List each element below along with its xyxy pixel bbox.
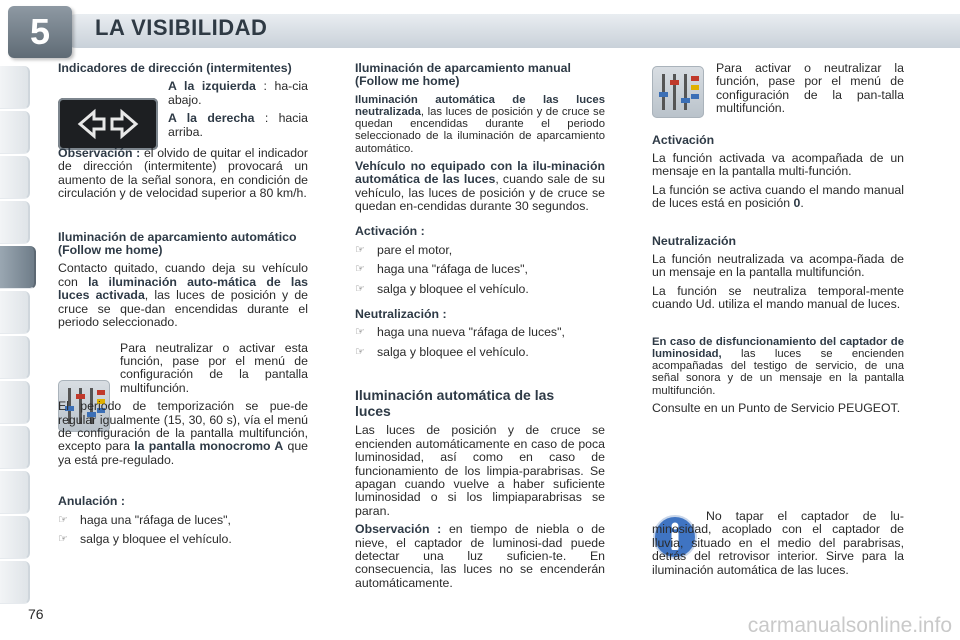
text: La función se activa cuando el mando manual de luces está en posición: [652, 182, 904, 211]
hand-pointer-icon: ☞: [58, 532, 68, 545]
list-item-text: salga y bloquee el vehículo.: [80, 531, 232, 546]
text: : hacia arriba.: [168, 111, 308, 139]
bold-text: la pantalla monocromo A: [134, 439, 284, 454]
chapter-tabs: [0, 66, 40, 606]
list-item: [355, 346, 605, 359]
chapter-tab[interactable]: [0, 516, 30, 559]
paragraph: Las luces de posición y de cruce se encienden automáticamente en caso de poca luminosidad, así como en caso de funcionamiento de los limpia-parabrisas. Se apagan cuando vuelve a haber suficiente luminosidad o si los limpiaparabrisas se paran.: [355, 423, 605, 518]
bold-text: Observación :: [58, 146, 141, 161]
text: : ha-cia abajo.: [168, 79, 308, 107]
bold-text: Vehículo no equipado con la ilu-minación automática de las luces: [355, 158, 605, 187]
bold-text: Iluminación automática de las luces neutralizada: [355, 93, 605, 119]
text: las luces se encienden acompañadas del testigo de servicio, de una señal sonora y de un mensaje en la pantalla multifunción.: [652, 347, 904, 397]
paragraph: Para activar o neutralizar la función, pase por el menú de configuración de la pan-talla multifunción.: [716, 61, 904, 116]
bold-text: A la izquierda: [168, 79, 256, 94]
column-3: [652, 62, 904, 420]
paragraph: Para neutralizar o activar esta función, pase por el menú de configuración de la pantalla multifunción.: [120, 340, 308, 395]
hand-pointer-icon: ☞: [355, 282, 365, 295]
bold-text: la iluminación auto-mática de las luces activada: [58, 274, 308, 303]
list-item: [58, 533, 308, 546]
section-heading: Iluminación de aparcamiento automático (Follow me home): [58, 229, 297, 258]
list-item: [58, 514, 308, 527]
bold-text: En caso de disfuncionamiento del captador de luminosidad,: [652, 335, 904, 360]
section-heading: Neutralización: [652, 233, 737, 248]
paragraph: La función se neutraliza temporal-mente cuando Ud. utiliza el mando manual de luces.: [652, 283, 904, 312]
text: , las luces de posición y de cruce se quedan encendidas durante el periodo seleccionado de la iluminación de aparcamiento automático.: [355, 106, 605, 155]
chapter-tab[interactable]: [0, 111, 30, 154]
column-2: [355, 62, 605, 595]
section-heading: Neutralización :: [355, 307, 447, 322]
bold-text: A la derecha: [168, 111, 255, 126]
chapter-tab[interactable]: [0, 426, 30, 469]
text: el olvido de quitar el indicador de dirección (intermitente) provocará un aumento de la señal sonora, en condición de circulación y de velocidad superior a 80 km/h.: [58, 146, 308, 201]
chapter-tab[interactable]: [0, 336, 30, 379]
hand-pointer-icon: ☞: [355, 345, 365, 358]
bold-text: 0: [793, 196, 801, 211]
hand-pointer-icon: ☞: [355, 243, 365, 256]
text: El periodo de temporización se pue-de regular igualmente (15, 30, 60 s), vía el menú de configuración de la pantalla multifunción, excepto para: [58, 399, 308, 454]
list-item: [355, 244, 605, 257]
list-item: [355, 283, 605, 296]
paragraph: La función neutralizada va acompa-ñada de un mensaje en la pantalla multifunción.: [652, 252, 904, 280]
chapter-tab[interactable]: [0, 66, 30, 109]
paragraph: Consulte en un Punto de Servicio PEUGEOT.: [652, 400, 901, 415]
text: en tiempo de niebla o de nieve, el captador de luminosi-dad puede detectar una luz suficien-te. En consecuencia, las luces no se encenderán automáticamente.: [355, 522, 605, 590]
chapter-tab[interactable]: [0, 561, 30, 604]
page-number: 76: [28, 606, 44, 622]
chapter-tab[interactable]: [0, 471, 30, 514]
paragraph: La función activada va acompañada de un mensaje en la pantalla multi-función.: [652, 151, 904, 179]
section-heading: Activación :: [355, 224, 425, 239]
hand-pointer-icon: ☞: [355, 263, 365, 276]
list-item-text: haga una "ráfaga de luces",: [377, 262, 528, 277]
text: Contacto quitado, cuando deja su vehículo con: [58, 261, 308, 289]
column-1: [58, 62, 308, 552]
list-item-text: haga una "ráfaga de luces",: [80, 512, 231, 527]
list-item: [355, 326, 605, 339]
chapter-tab[interactable]: [0, 381, 30, 424]
page-title: LA VISIBILIDAD: [95, 15, 268, 40]
text: .: [800, 196, 804, 211]
chapter-badge: 5: [8, 6, 72, 58]
text: , cuando sale de su vehículo, las luces de posición y de cruce se quedan en-cendidas durante 30 segundos.: [355, 172, 605, 214]
list-item: [355, 263, 605, 276]
chapter-tab[interactable]: [0, 156, 30, 199]
list-item-text: pare el motor,: [377, 242, 453, 257]
chapter-tab[interactable]: [0, 201, 30, 244]
section-heading-large: Iluminación automática de las luces: [355, 387, 555, 420]
hand-pointer-icon: ☞: [58, 513, 68, 526]
list-item-text: salga y bloquee el vehículo.: [377, 344, 529, 359]
text: que ya está pre-regulado.: [58, 439, 309, 467]
hand-pointer-icon: ☞: [355, 326, 365, 339]
section-heading: Anulación :: [58, 494, 125, 509]
section-heading: Indicadores de dirección (intermitentes): [58, 61, 292, 75]
watermark-url: carmanualsonline.info: [747, 614, 952, 637]
list-item-text: salga y bloquee el vehículo.: [377, 281, 529, 296]
chapter-tab[interactable]: [0, 291, 30, 334]
bold-text: Observación :: [355, 522, 442, 537]
list-item-text: haga una nueva "ráfaga de luces",: [377, 325, 565, 340]
info-note: No tapar el captador de lu-minosidad, acoplado con el captador de lluvia, situado en el medio del parabrisas, detrás del retrovisor interior. Sirve para la iluminación automática de las luces.: [652, 509, 904, 577]
section-heading: Activación: [652, 132, 715, 147]
chapter-tab-active[interactable]: [0, 246, 36, 289]
text: , las luces de posición y de cruce se que-dan encendidas durante el periodo seleccionado.: [58, 288, 308, 330]
section-heading: Iluminación de aparcamiento manual (Follow me home): [355, 61, 571, 89]
